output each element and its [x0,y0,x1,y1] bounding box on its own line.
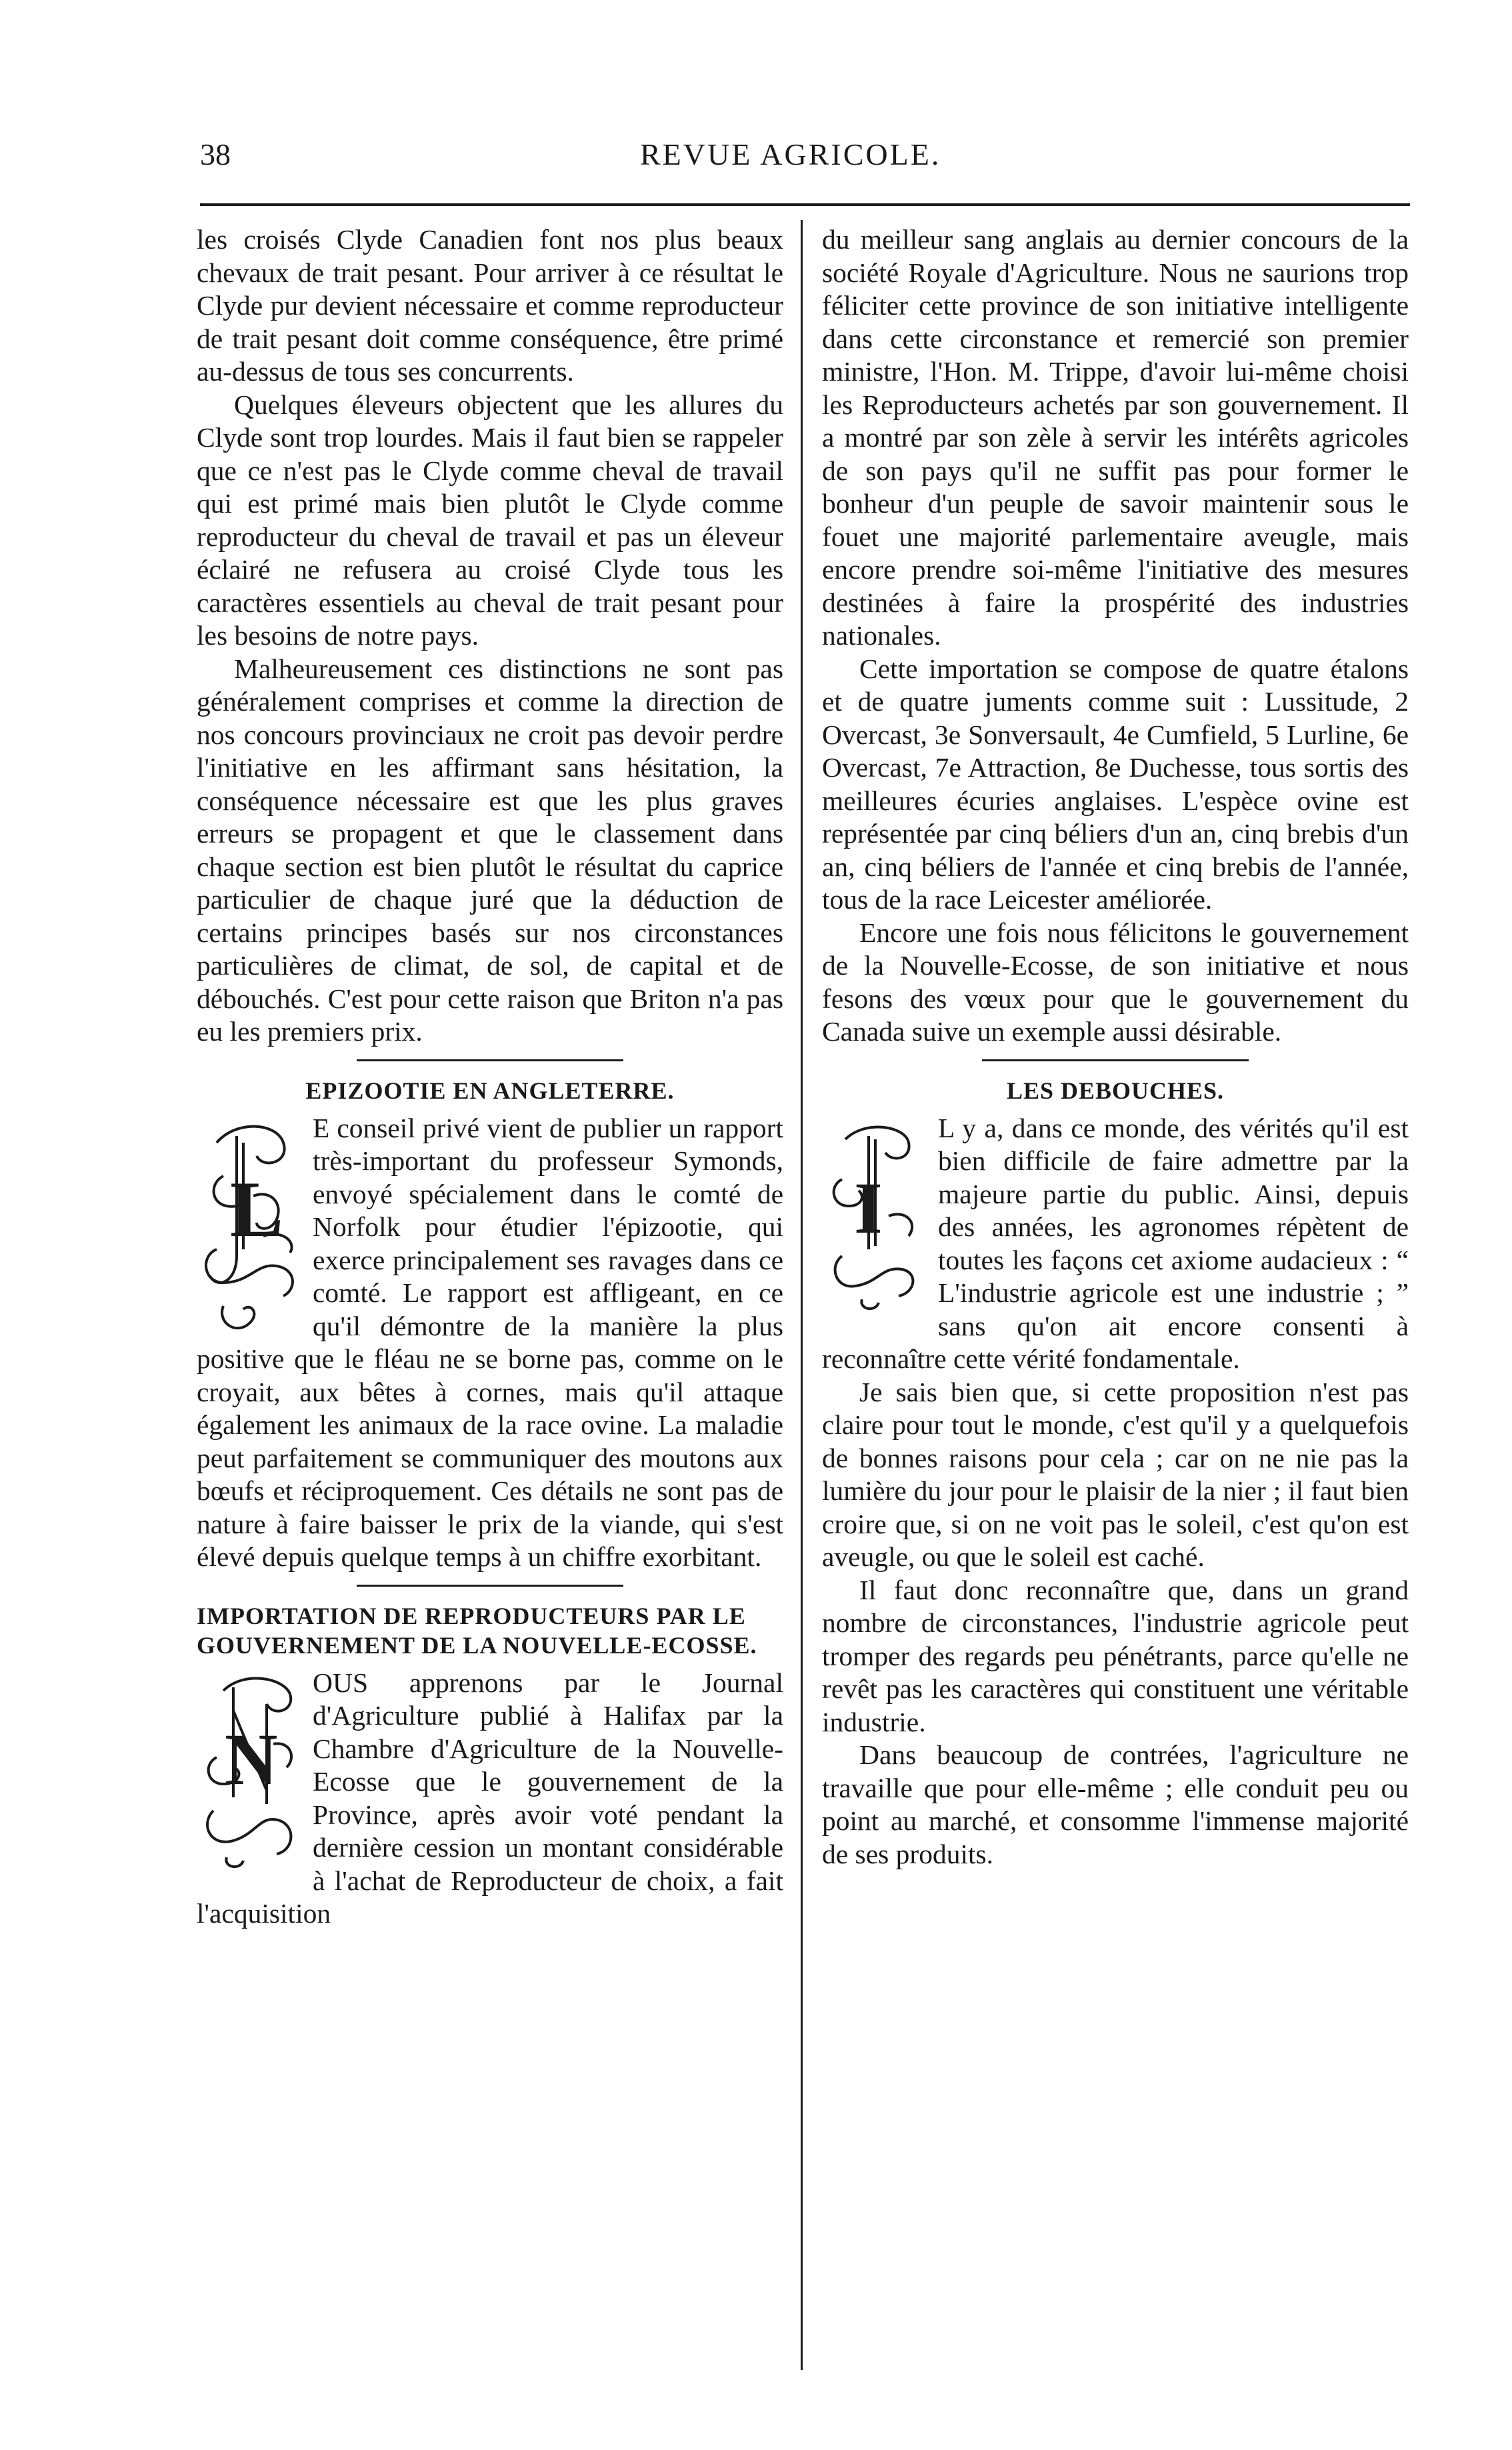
paragraph: OUS apprenons par le Journal d'Agriculture publié à Halifax par la Chambre d'Agriculture de la Nouvelle-Ecosse que le gouvernement de la Province, après avoir voté pendant la dernière cession un montant considérable à l'achat de Reproducteur de choix, a fait l'acquisition [197,1667,783,1929]
paragraph: Cette importation se compose de quatre étalons et de quatre juments comme suit : Lussitude, 2 Overcast, 3e Sonversault, 4e Cumfield, 5 Lurline, 6e Overcast, 7e Attraction, 8e Duchesse, tous sortis des meilleures écuries anglaises. L'espèce ovine est représentée par cinq béliers d'un an, cinq brebis d'un an, cinq béliers de l'année et cinq brebis de l'année, tous de la race Leicester améliorée. [822,653,1409,915]
section-rule [982,1059,1249,1061]
paragraph: Quelques éleveurs objectent que les allures du Clyde sont trop lourdes. Mais il faut bien se rappeler que ce n'est pas le Clyde comme cheval de travail qui est primé mais bien plutôt le Clyde comme reproducteur du cheval de travail et pas un éleveur éclairé ne refusera au croisé Clyde tous les caractères essentiels au cheval de trait pesant pour les besoins de notre pays. [197,389,783,651]
paragraph: Il faut donc reconnaître que, dans un grand nombre de circonstances, l'industrie agricole peut tromper des regards peu pénétrants, parce qu'elle ne revêt pas les caractères qui constituent une véritable industrie. [822,1574,1409,1737]
paragraph: Malheureusement ces distinctions ne sont pas généralement comprises et comme la direction de nos concours provinciaux ne croit pas devoir perdre l'initiative en les affirmant sans hésitation, la conséquence nécessaire est que les plus graves erreurs se propagent et que le classement dans chaque section est bien plutôt le résultat du caprice particulier de chaque juré que la déduction de certains principes basés sur nos circonstances particulières de climat, de sol, de capital et de débouchés. C'est pour cette raison que Briton n'a pas eu les premiers prix. [197,653,783,1047]
paragraph: E conseil privé vient de publier un rapport très-important du professeur Symonds, envoyé spécialement dans le comté de Norfolk pour étudier l'épizootie, qui exerce principalement ses ravages dans ce comté. Le rapport est affligeant, en ce qu'il démontre de la manière la plus positive que le fléau ne se borne pas, comme on le croyait, aux bêtes à cornes, mais qu'il attaque également les animaux de la race ovine. La maladie peut parfaitement se communiquer des moutons aux bœufs et réciproquement. Ces détails ne sont pas de nature à faire baisser le prix de la viande, qui s'est élevé depuis quelque temps à un chiffre exorbitant. [197,1112,783,1572]
paragraph: L y a, dans ce monde, des vérités qu'il est bien difficile de faire admettre par la majeure partie du public. Ainsi, depuis des années, les agronomes répètent de toutes les façons cet axiome audacieux : “ L'industrie agricole est une industrie ; ” sans qu'on ait encore consenti à reconnaître cette vérité fondamentale. [822,1112,1409,1374]
header-rule [200,203,1410,206]
paragraph: Je sais bien que, si cette proposition n'est pas claire pour tout le monde, c'est qu'il y a quelquefois de bonnes raisons pour cela ; car on ne nie pas la lumière du jour pour le plaisir de la nier ; il faut bien croire que, si on ne voit pas le soleil, c'est qu'on est aveugle, ou que le soleil est caché. [822,1376,1409,1572]
paragraph: Dans beaucoup de contrées, l'agriculture ne travaille que pour elle-même ; elle conduit peu ou point au marché, et consomme l'immense majorité de ses produits. [822,1739,1409,1869]
section-title-debouches: LES DEBOUCHES. [1006,1077,1225,1104]
section-rule [357,1585,623,1587]
running-title: REVUE AGRICOLE. [640,137,941,171]
right-column [822,223,1409,1871]
dropcap-letter: N [225,1718,278,1800]
ornamental-dropcap-L [197,1116,303,1343]
dropcap-letter: L [230,1164,284,1253]
section-title-importation: IMPORTATION DE REPRODUCTEURS PAR LE GOUVERNEMENT DE LA NOUVELLE-ECOSSE. [197,1602,757,1659]
section-rule [357,1059,623,1061]
dropcap-letter: I [854,1167,883,1249]
ornamental-dropcap-N [197,1671,303,1871]
ornamental-letter-icon [197,1116,303,1343]
column-divider [801,220,803,2370]
left-column [197,223,783,1931]
section-title-epizootie: EPIZOOTIE EN ANGLETERRE. [305,1077,675,1104]
ornamental-dropcap-I [822,1116,929,1316]
paragraph: du meilleur sang anglais au dernier concours de la société Royale d'Agriculture. Nous ne saurions trop féliciter cette province de son initiative intelligente dans cette circonstance et remercié son premier ministre, l'Hon. M. Trippe, d'avoir lui-même choisi les Reproducteurs achetés par son gouvernement. Il a montré par son zèle à servir les intérêts agricoles de son pays qu'il ne suffit pas pour former le bonheur d'un peuple de savoir maintenir sous le fouet une majorité parlementaire aveugle, mais encore prendre soi-même l'initiative des mesures destinées à faire la prospérité des industries nationales. [822,224,1409,651]
paragraph: les croisés Clyde Canadien font nos plus beaux chevaux de trait pesant. Pour arriver à ce résultat le Clyde pur devient nécessaire et comme reproducteur de trait pesant doit comme conséquence, être primé au-dessus de tous ses concurrents. [197,224,783,387]
ornamental-letter-icon [197,1671,303,1871]
ornamental-letter-icon [822,1116,929,1316]
page-number: 38 [200,137,231,171]
paragraph: Encore une fois nous félicitons le gouvernement de la Nouvelle-Ecosse, de son initiative et nous fesons des vœux pour que le gouvernement du Canada suive un exemple aussi désirable. [822,917,1409,1047]
